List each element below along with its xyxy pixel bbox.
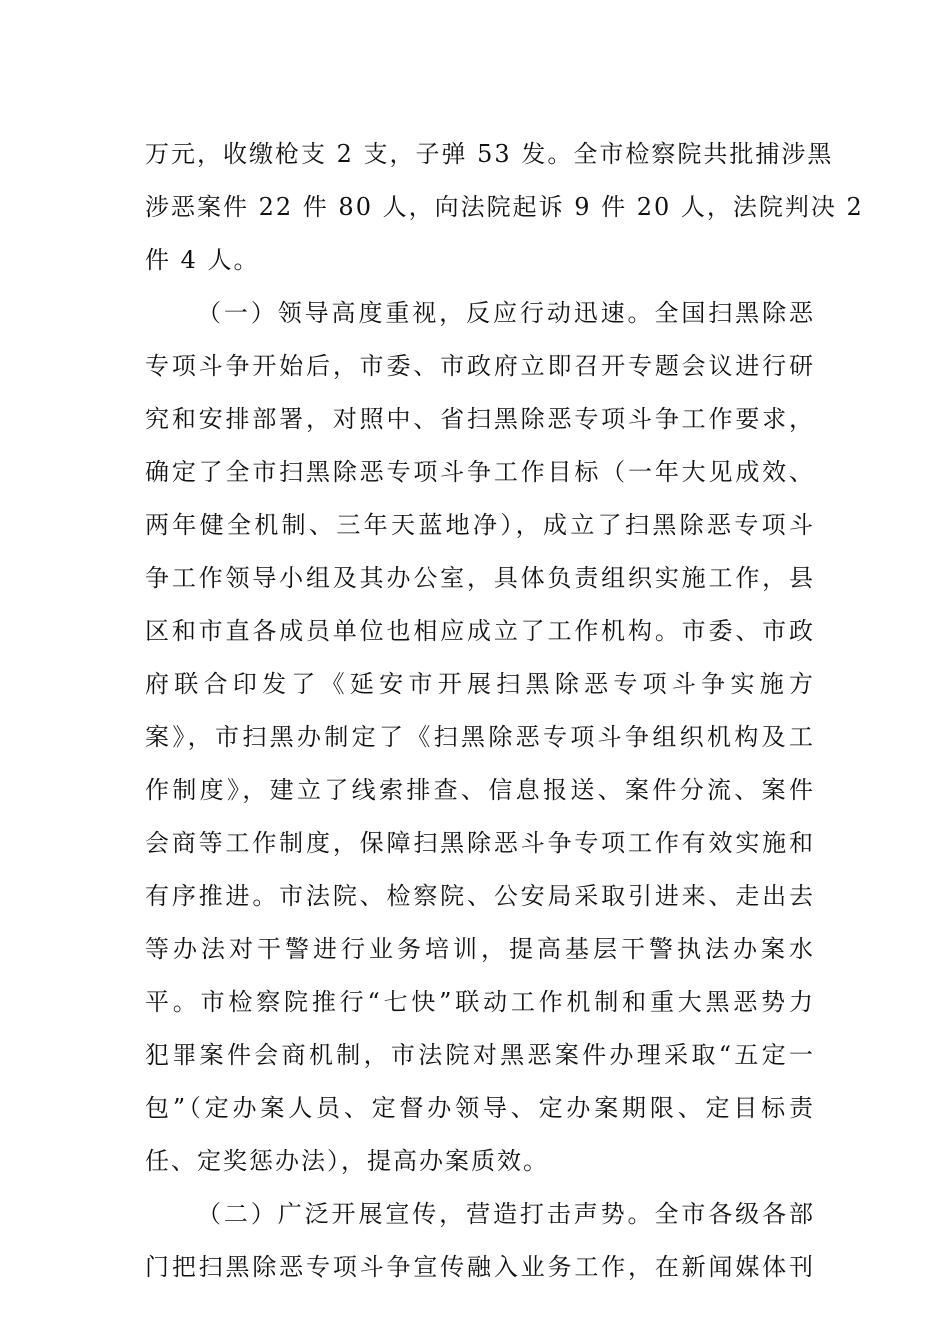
text-line: 确定了全市扫黑除恶专项斗争工作目标（一年大见成效、 — [145, 458, 815, 486]
text-line: 涉恶案件 22 件 80 人，向法院起诉 9 件 20 人，法院判决 2 — [145, 193, 864, 221]
text-line: 区和市直各成员单位也相应成立了工作机构。市委、市政 — [145, 617, 815, 645]
body-text — [145, 128, 864, 1294]
text-line: 会商等工作制度，保障扫黑除恶斗争专项工作有效实施和 — [145, 829, 815, 857]
text-line: 任、定奖惩办法），提高办案质效。 — [145, 1147, 549, 1175]
text-line: 争工作领导小组及其办公室，具体负责组织实施工作，县 — [145, 564, 815, 592]
section-heading-line: （二）广泛开展宣传，营造打击声势。全市各级各部 — [197, 1200, 815, 1228]
text-line: 两年健全机制、三年天蓝地净），成立了扫黑除恶专项斗 — [145, 511, 815, 539]
text-line: 有序推进。市法院、检察院、公安局采取引进来、走出去 — [145, 882, 815, 910]
text-line: 件 4 人。 — [145, 246, 260, 274]
text-line: 案》，市扫黑办制定了《扫黑除恶专项斗争组织机构及工 — [145, 723, 815, 751]
text-line: 究和安排部署，对照中、省扫黑除恶专项斗争工作要求， — [145, 405, 815, 433]
text-line: 犯罪案件会商机制，市法院对黑恶案件办理采取“五定一 — [145, 1041, 815, 1069]
text-line: 平。市检察院推行“七快”联动工作机制和重大黑恶势力 — [145, 988, 815, 1016]
text-line: 包”（定办案人员、定督办领导、定办案期限、定目标责 — [145, 1094, 815, 1122]
text-line: 府联合印发了《延安市开展扫黑除恶专项斗争实施方 — [145, 670, 815, 698]
text-line: 等办法对干警进行业务培训，提高基层干警执法办案水 — [145, 935, 815, 963]
text-line: 专项斗争开始后，市委、市政府立即召开专题会议进行研 — [145, 352, 815, 380]
text-line: 万元，收缴枪支 2 支，子弹 53 发。全市检察院共批捕涉黑 — [145, 140, 834, 168]
section-heading-line: （一）领导高度重视，反应行动迅速。全国扫黑除恶 — [197, 299, 815, 327]
text-line: 作制度》，建立了线索排查、信息报送、案件分流、案件 — [145, 776, 815, 804]
text-line: 门把扫黑除恶专项斗争宣传融入业务工作，在新闻媒体刊 — [145, 1253, 815, 1281]
